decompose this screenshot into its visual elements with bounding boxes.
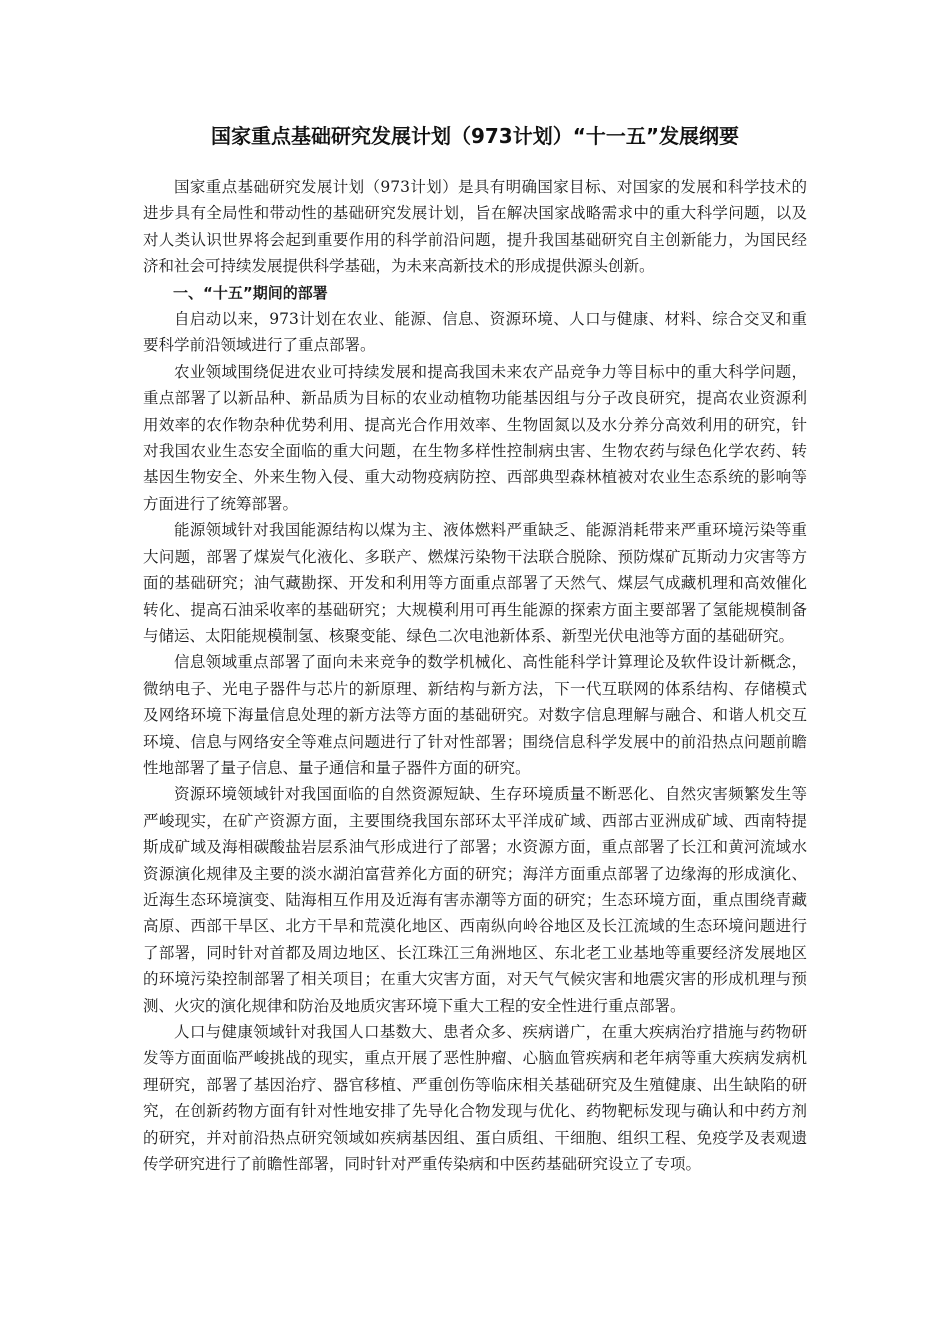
- document-title: 国家重点基础研究发展计划（973计划）“十一五”发展纲要: [210, 124, 740, 148]
- resources-environment-paragraph: 资源环境领域针对我国面临的自然资源短缺、生存环境质量不断恶化、自然灾害频繁发生等严峻现实，在矿产资源方面，主要围绕我国东部环太平洋成矿域、西部古亚洲成矿域、西南特提斯成矿域及海相碳酸盐岩层系油气形成进行了部署；水资源方面，重点部署了长江和黄河流域水资源演化规律及主要的淡水湖泊富营养化方面的研究；海洋方面重点部署了边缘海的形成演化、近海生态环境演变、陆海相互作用及近海有害赤潮等方面的研究；生态环境方面，重点围绕青藏高原、西部干旱区、北方干旱和荒漠化地区、西南纵向岭谷地区及长江流域的生态环境问题进行了部署，同时针对首都及周边地区、长江珠江三角洲地区、东北老工业基地等重要经济发展地区的环境污染控制部署了相关项目；在重大灾害方面，对天气气候灾害和地震灾害的形成机理与预测、火灾的演化规律和防治及地质灾害环境下重大工程的安全性进行重点部署。: [143, 785, 807, 1015]
- document-body: [143, 174, 807, 1177]
- population-health-paragraph: 人口与健康领域针对我国人口基数大、患者众多、疾病谱广，在重大疾病治疗措施与药物研发等方面面临严峻挑战的现实，重点开展了恶性肿瘤、心脑血管疾病和老年病等重大疾病发病机理研究，部署了基因治疗、器官移植、严重创伤等临床相关基础研究及生殖健康、出生缺陷的研究，在创新药物方面有针对性地安排了先导化合物发现与优化、药物靶标发现与确认和中药方剂的研究，并对前沿热点研究领域如疾病基因组、蛋白质组、干细胞、组织工程、免疫学及表观遗传学研究进行了前瞻性部署，同时针对严重传染病和中医药基础研究设立了专项。: [143, 1023, 807, 1174]
- overview-paragraph: 自启动以来，973计划在农业、能源、信息、资源环境、人口与健康、材料、综合交叉和重要科学前沿领域进行了重点部署。: [143, 310, 807, 355]
- agriculture-paragraph: 农业领域围绕促进农业可持续发展和提高我国未来农产品竞争力等目标中的重大科学问题，重点部署了以新品种、新品质为目标的农业动植物功能基因组与分子改良研究，提高农业资源利用效率的农作物杂种优势利用、提高光合作用效率、生物固氮以及水分养分高效利用的研究，针对我国农业生态安全面临的重大问题，在生物多样性控制病虫害、生物农药与绿色化学农药、转基因生物安全、外来生物入侵、重大动物疫病防控、西部典型森林植被对农业生态系统的影响等方面进行了统筹部署。: [143, 362, 807, 513]
- energy-paragraph: 能源领域针对我国能源结构以煤为主、液体燃料严重缺乏、能源消耗带来严重环境污染等重大问题，部署了煤炭气化液化、多联产、燃煤污染物干法联合脱除、预防煤矿瓦斯动力灾害等方面的基础研究；油气藏勘探、开发和利用等方面重点部署了天然气、煤层气成藏机理和高效催化转化、提高石油采收率的基础研究；大规模利用可再生能源的探索方面主要部署了氢能规模制备与储运、太阳能规模制氢、核聚变能、绿色二次电池新体系、新型光伏电池等方面的基础研究。: [143, 521, 807, 645]
- intro-paragraph: 国家重点基础研究发展计划（973计划）是具有明确国家目标、对国家的发展和科学技术的进步具有全局性和带动性的基础研究发展计划，旨在解决国家战略需求中的重大科学问题，以及对人类认识世界将会起到重要作用的科学前沿问题，提升我国基础研究自主创新能力，为国民经济和社会可持续发展提供科学基础，为未来高新技术的形成提供源头创新。: [143, 178, 807, 276]
- section-heading: 一、“十五”期间的部署: [173, 283, 328, 302]
- information-paragraph: 信息领域重点部署了面向未来竞争的数学机械化、高性能科学计算理论及软件设计新概念，微纳电子、光电子器件与芯片的新原理、新结构与新方法，下一代互联网的体系结构、存储模式及网络环境下海量信息处理的新方法等方面的基础研究。对数字信息理解与融合、和谐人机交互环境、信息与网络安全等难点问题进行了针对性部署；围绕信息科学发展中的前沿热点问题前瞻性地部署了量子信息、量子通信和量子器件方面的研究。: [143, 653, 807, 777]
